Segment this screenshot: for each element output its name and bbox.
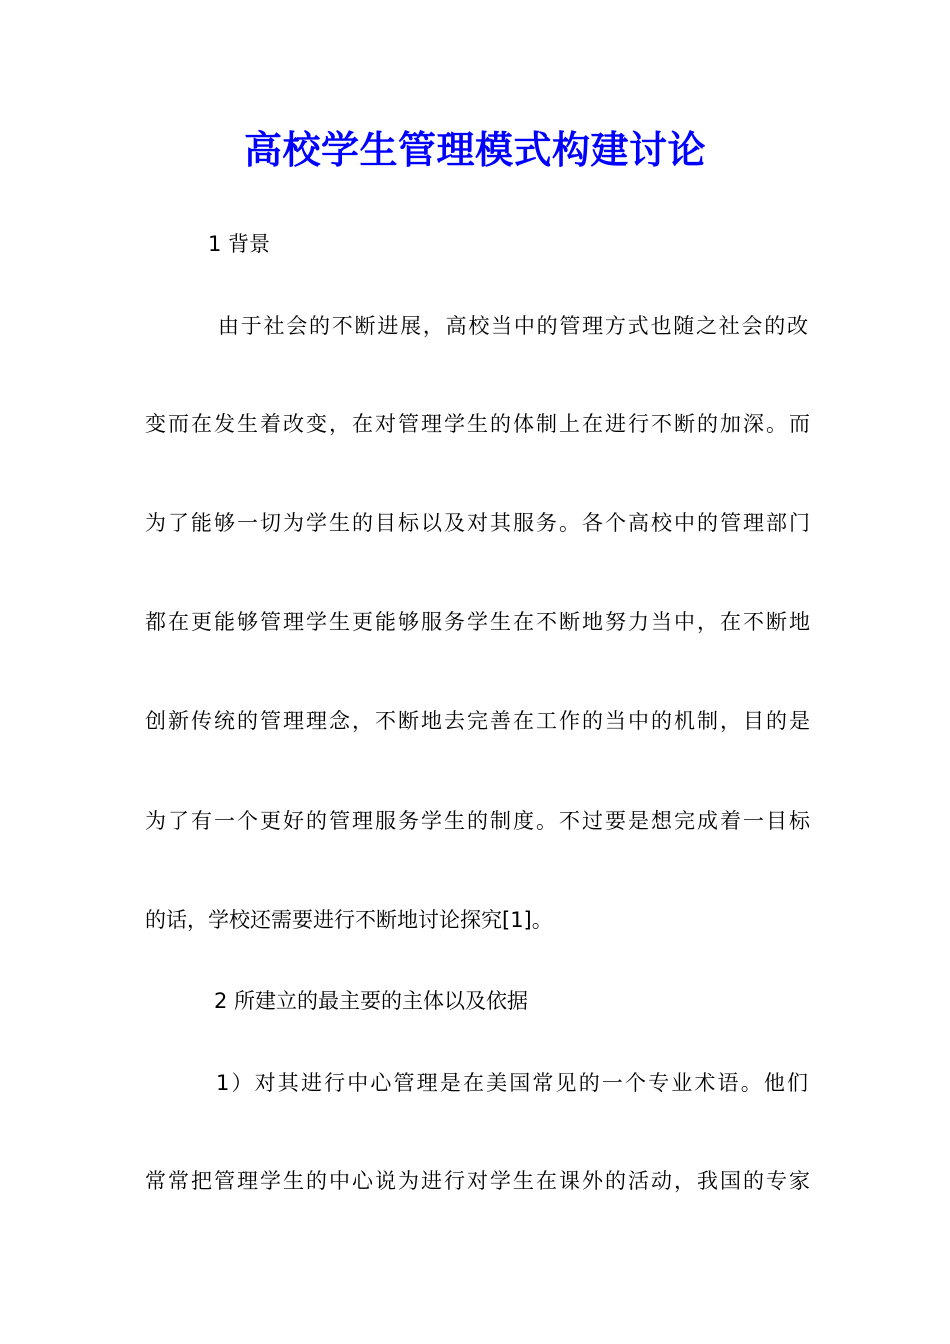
paragraph-line: 创新传统的管理理念，不断地去完善在工作的当中的机制，目的是: [145, 709, 810, 733]
paragraph-line: 常常把管理学生的中心说为进行对学生在课外的活动，我国的专家: [145, 1169, 810, 1193]
paragraph-line: 由于社会的不断进展，高校当中的管理方式也随之社会的改: [218, 314, 808, 338]
paragraph-line: 1）对其进行中心管理是在美国常见的一个专业术语。他们: [216, 1071, 808, 1095]
paragraph-line: 都在更能够管理学生更能够服务学生在不断地努力当中，在不断地: [145, 610, 810, 634]
paragraph-line: 的话，学校还需要进行不断地讨论探究[1]。: [145, 908, 553, 932]
section-heading-basis: 2 所建立的最主要的主体以及依据: [214, 989, 529, 1013]
section-heading-background: 1 背景: [208, 232, 271, 256]
paragraph-line: 为了能够一切为学生的目标以及对其服务。各个高校中的管理部门: [145, 511, 810, 535]
document-title: 高校学生管理模式构建讨论: [243, 127, 706, 172]
paragraph-line: 变而在发生着改变，在对管理学生的体制上在进行不断的加深。而: [145, 412, 810, 436]
paragraph-line: 为了有一个更好的管理服务学生的制度。不过要是想完成着一目标: [145, 809, 810, 833]
